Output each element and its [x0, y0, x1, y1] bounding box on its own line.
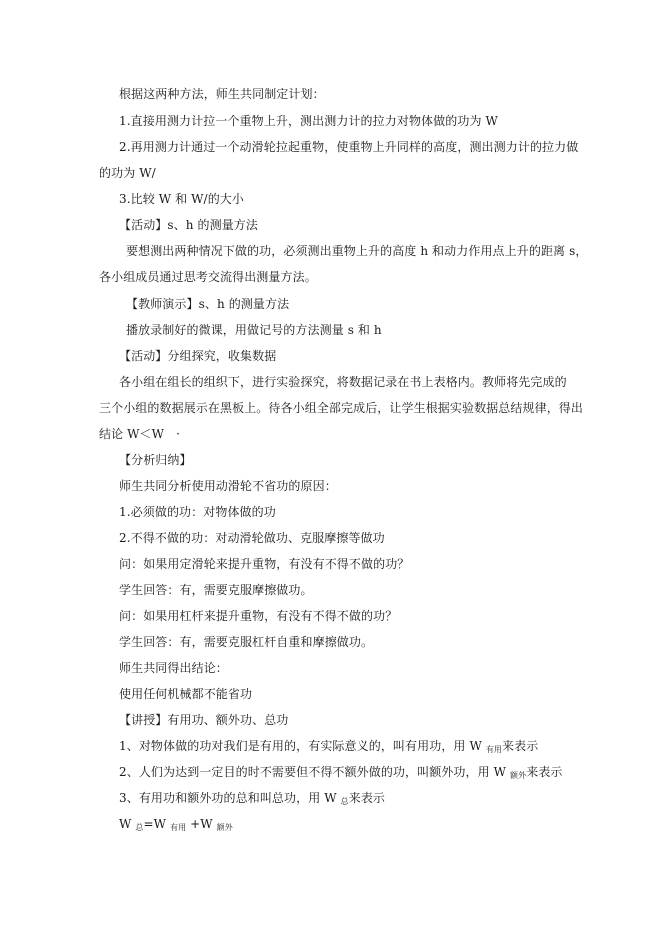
definition-total-work	[119, 790, 385, 806]
definition-useful-work	[119, 738, 538, 754]
section-heading: 【教师演示】s、h 的测量方法	[126, 297, 290, 311]
definition-text: 2、人们为达到一定目的时不需要但不得不额外做的功，叫额外功，用 W	[119, 765, 511, 779]
definition-text: 3、有用功和额外功的总和叫总功，用 W	[119, 791, 341, 805]
formula-part: =W	[143, 817, 170, 831]
paragraph-line: 2.不得不做的功：对动滑轮做功、克服摩擦等做功	[119, 531, 385, 545]
paragraph-line: 各小组在组长的组织下，进行实验探究，将数据记录在书上表格内。教师将先完成的	[119, 375, 567, 389]
paragraph-line: 播放录制好的微课，用做记号的方法测量 s 和 h	[126, 323, 382, 337]
section-heading: 【活动】分组探究，收集数据	[119, 349, 277, 363]
definition-text: 1、对物体做的功对我们是有用的，有实际意义的，叫有用功，用 W	[119, 739, 486, 753]
formula-part: W	[119, 817, 136, 831]
paragraph-line: 问：如果用定滑轮来提升重物，有没有不得不做的功？	[119, 557, 410, 571]
subscript: 额外	[216, 823, 233, 832]
paragraph-line: 要想测出两种情况下做的功，必须测出重物上升的高度 h 和动力作用点上升的距离 s，	[126, 244, 588, 258]
definition-tail: 来表示	[526, 765, 563, 779]
section-heading: 【活动】s、h 的测量方法	[119, 218, 259, 232]
paragraph-line: 3.比较 W 和 W/的大小	[119, 192, 245, 206]
paragraph-line: 1.直接用测力计拉一个重物上升，测出测力计的拉力对物体做的功为 W	[119, 114, 498, 128]
subscript: 总	[340, 797, 349, 806]
section-heading: 【分析归纳】	[119, 453, 192, 467]
paragraph-line: 师生共同分析使用动滑轮不省功的原因：	[119, 479, 337, 493]
definition-extra-work	[119, 764, 563, 780]
paragraph-line: 1.必须做的功：对物体做的功	[119, 505, 276, 519]
definition-tail: 来表示	[502, 739, 539, 753]
subscript: 有用	[485, 745, 503, 754]
paragraph-line: 师生共同得出结论：	[119, 661, 228, 675]
paragraph-line: 的功为 W/	[99, 166, 156, 180]
paragraph-line: 使用任何机械都不能省功	[119, 687, 253, 701]
subscript: 总	[135, 823, 144, 832]
section-heading: 【讲授】有用功、额外功、总功	[119, 713, 289, 727]
subscript: 额外	[510, 771, 527, 780]
paragraph-line: 学生回答：有，需要克服摩擦做功。	[119, 583, 313, 597]
formula-part: +W	[186, 817, 217, 831]
definition-tail: 来表示	[348, 791, 386, 805]
paragraph-line: 2.再用测力计通过一个动滑轮拉起重物，使重物上升同样的高度，测出测力计的拉力做	[119, 140, 579, 154]
paragraph-line: 各小组成员通过思考交流得出测量方法。	[99, 270, 317, 284]
paragraph-line: 问：如果用杠杆来提升重物，有没有不得不做的功？	[119, 609, 398, 623]
paragraph-line: 三个小组的数据展示在黑板上。待各小组全部完成后，让学生根据实验数据总结规律，得出	[99, 401, 584, 415]
work-formula	[119, 816, 233, 832]
paragraph-line: 结论 W＜W ·	[99, 427, 181, 441]
paragraph-line: 学生回答：有，需要克服杠杆自重和摩擦做功。	[119, 635, 374, 649]
paragraph-line: 根据这两种方法，师生共同制定计划：	[119, 87, 325, 101]
subscript: 有用	[169, 823, 187, 832]
